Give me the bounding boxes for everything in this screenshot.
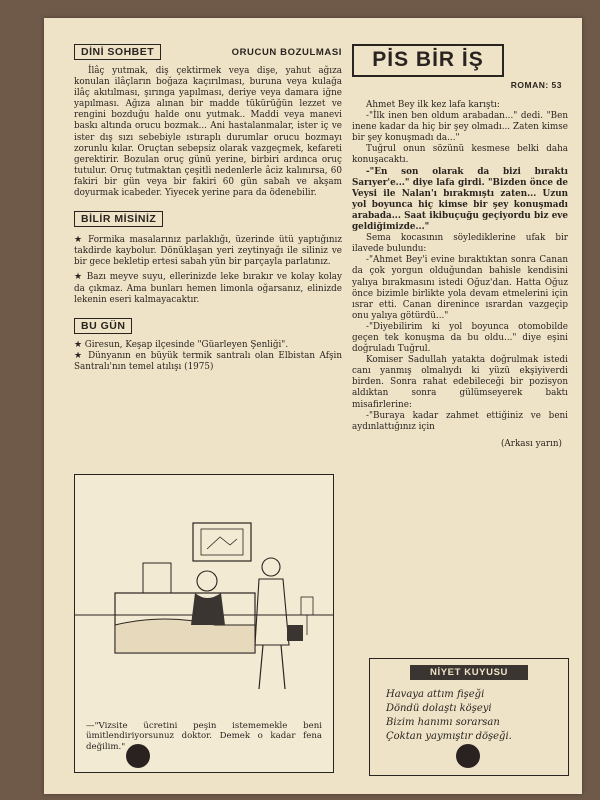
- punch-hole-right: [456, 744, 480, 768]
- story-paragraph-2: -"İlk inen ben oldum arabadan..." dedi. "Ben inene kadar da hiç bir şey olmadı... Zaten kimse bir şey konuşmadı da...": [352, 111, 568, 144]
- pis-bir-is-title: PİS BİR İŞ: [352, 44, 504, 77]
- niyet-kuyusu-poem: [386, 688, 568, 744]
- poem-line: Döndü dolaştı köşeyi: [386, 703, 492, 714]
- story-paragraph-4: -"En son olarak da bizi bıraktı Sarıyer'e..." diye lafa girdi. "Bizden önce de Veysi ile Nalan'ı bırakmıştı zaten... Uzun yol boyunca hiç kimse bir şey konuşmadı arabada... Saat ikibuçuğu geçiyordu biz eve geldiğimizde...": [352, 166, 568, 233]
- bu-gun-header: BU GÜN: [74, 318, 132, 334]
- newspaper-clipping: [44, 18, 582, 794]
- story-paragraph-9: -"Buraya kadar zahmet ettiğiniz ve beni aydınlattığınız için: [352, 410, 568, 432]
- arkasi-yarin: (Arkası yarın): [500, 438, 562, 449]
- cartoon-caption: —"Vizsite ücretini peşin istememekle beni ümitlendiriyorsunuz doktor. Demek o kadar fena değilim.": [86, 720, 322, 752]
- left-column: [74, 44, 364, 373]
- bu-gun-item-2: ★ Dünyanın en büyük termik santralı olan Elbistan Afşin Santralı'nın temel atılışı (1975): [74, 351, 342, 373]
- cartoon-drawing: [75, 475, 333, 705]
- dini-sohbet-header: DİNİ SOHBET: [74, 44, 161, 60]
- bilir-item-1: ★ Formika masalarınız parlaklığı, üzerinde ütü yaptığınız takdirde kaybolur. Dönüklaşan yeri zeytinyağı ile siliniz ve bir gece bekletip ertesi sabah yün bir parçayla parlatınız.: [74, 235, 342, 268]
- niyet-kuyusu-header: NİYET KUYUSU: [410, 665, 528, 680]
- punch-hole-left: [126, 744, 150, 768]
- story-paragraph-1: Ahmet Bey ilk kez lafa karıştı:: [366, 100, 500, 110]
- orucun-bozulmasi-title: ORUCUN BOZULMASI: [231, 46, 342, 58]
- story-paragraph-6: -"Ahmet Bey'i evine bıraktıktan sonra Canan da çok yorgun olduğundan bahisle kendisini yalıya bırakmasını istedi Oğuz'dan. Hatta Oğuz önce bizimle birlikte yola devam etmelerini için ısrar etti. Canan direnince ısrardan vazgeçip onu yalıya götürdü...": [352, 255, 568, 321]
- poem-line: Bizim hanımı sorarsan: [386, 717, 500, 728]
- orucun-bozulmasi-text: İlâç yutmak, diş çektirmek veya dişe, yahut ağıza konulan ilâçların boğaza kaçırılması, buruna veya kulağa ilâç akıtılması, şırınga yapılması, deriye veya damara iğne yapılması. Ağıza alınan bir madde tükürüğün lezzet ve rengini bozduğu halde onu yutmak.. Maddi veya manevi baskı altında orucu bozmak... Ani hastalanmalar, ister iç ve ister dış sızı sebebiyle ıstıraplı durumlar orucu bozmayı zorunlu kılar. Oruçtan sebepsiz olarak vazgeçmek, kefareti gerektirir. Bozulan oruç günü yerine, birbiri ardınca oruç tutulur. Oruç tutmaktan çeşitli nedenlerle âciz kalınırsa, 60 fakiri bir gün veya bir fakiri 60 gün sabah ve akşam doyurmak icabeder. Yiyecek yerine para da ödenebilir.: [74, 66, 342, 199]
- roman-number: ROMAN: 53: [510, 80, 562, 90]
- poem-line: Havaya attım fişeği: [386, 689, 485, 700]
- story-paragraph-8: Komiser Sadullah yatakta doğrulmak istedi canı yanmış olmalıydı ki yüzü ekşiyiverdi birden. Sonra rahat edebileceği bir pozisyon aldıktan sonra gülümseyerek baktı misafirlerine:: [352, 355, 568, 410]
- bu-gun-item-1: ★ Giresun, Keşap ilçesinde "Güarleyen Şenliği".: [74, 340, 342, 351]
- story-paragraph-5: Sema kocasının söylediklerine ufak bir ilavede bulundu:: [352, 233, 568, 255]
- poem-line: Çoktan yaymıştır döşeği.: [386, 731, 512, 742]
- bilir-misiniz-header: BİLİR MİSİNİZ: [74, 211, 163, 227]
- bilir-item-2: ★ Bazı meyve suyu, ellerinizde leke bırakır ve kolay kolay da çıkmaz. Ama bunları hemen limonla oğarsanız, elinizde lekenin eseri kalmayacaktır.: [74, 272, 342, 305]
- story-paragraph-7: -"Diyebilirim ki yol boyunca otomobilde geçen tek konuşma da bu oldu..." diye eşini doğruladı Tuğrul.: [352, 321, 568, 355]
- story-paragraph-3: Tuğrul onun sözünü kesmese belki daha konuşacaktı.: [352, 144, 568, 166]
- right-column: [352, 44, 568, 449]
